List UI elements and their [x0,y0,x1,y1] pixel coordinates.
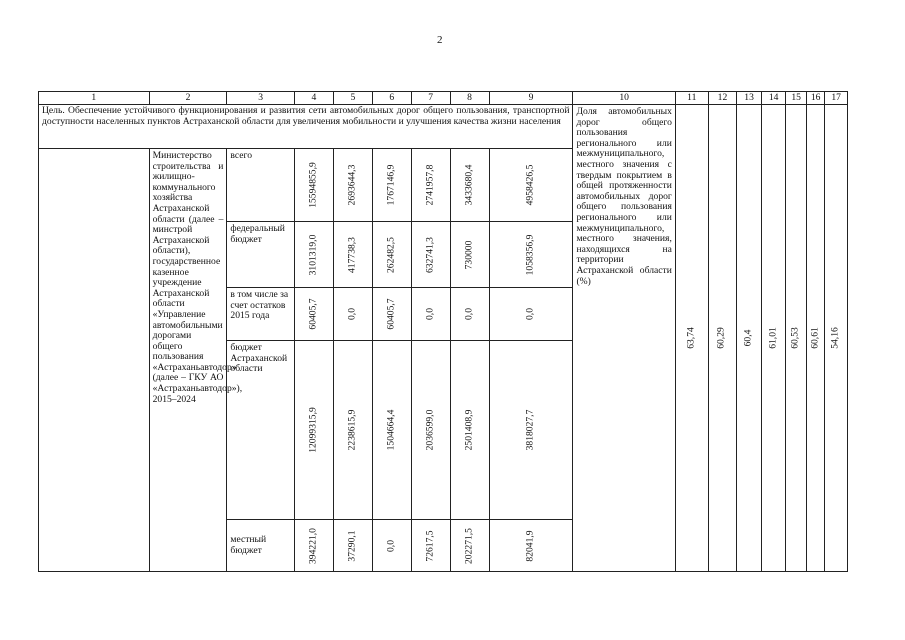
col-header-6: 6 [372,92,411,105]
funding-source: в том числе за счет остатков 2015 года [227,288,295,341]
amount-cell [411,520,450,572]
amount: 60405,7 [385,298,397,330]
amount: 2741957,8 [424,164,436,206]
column-number-row [39,92,848,105]
col-header-3: 3 [227,92,295,105]
amount-cell [489,341,573,520]
amount-cell [333,288,372,341]
amount-cell [294,149,333,222]
indicator-value-cell [806,105,824,572]
amount-cell [294,341,333,520]
amount: 0,0 [463,308,475,320]
col-header-8: 8 [450,92,489,105]
amount-cell [333,149,372,222]
amount-cell [372,341,411,520]
amount: 0,0 [524,308,536,320]
amount: 2238615,9 [346,409,358,451]
amount: 3818027,7 [524,409,536,451]
amount: 3433680,4 [463,164,475,206]
amount-cell [294,520,333,572]
amount: 632741,3 [424,236,436,273]
col-header-12: 12 [708,92,737,105]
amount: 37290,1 [346,529,358,562]
amount: 730000 [463,240,475,269]
indicator-value: 60,29 [716,327,728,349]
amount: 4958426,5 [524,164,536,206]
indicator-value: 54,16 [829,327,841,349]
indicator-value: 60,4 [742,329,754,347]
amount: 82041,9 [524,529,536,562]
amount-cell [411,341,450,520]
indicator-value-cell [786,105,806,572]
indicator-value: 63,74 [685,327,697,349]
amount: 0,0 [385,539,397,552]
amount-cell [294,288,333,341]
amount-cell [489,520,573,572]
empty-cell [39,149,150,572]
funding-source: местный бюджет [227,520,295,572]
col-header-14: 14 [761,92,786,105]
indicator-text: Доля автомобильных дорог общего пользования регионального или межмуниципального, местного значения с твердым покрытием в общей протяженности автомобильных дорог общего пользования регионального или межмуниципального, местного значения, находящихся на территории Астраханской области (%) [573,105,675,572]
col-header-1: 1 [39,92,150,105]
indicator-value: 60,61 [809,327,821,349]
amount-cell [372,520,411,572]
amount-cell [489,222,573,288]
indicator-value-cell [737,105,762,572]
amount: 0,0 [346,308,358,320]
indicator-value: 60,53 [789,327,801,349]
amount-cell [489,149,573,222]
col-header-13: 13 [737,92,762,105]
amount: 1504664,4 [385,409,397,451]
col-header-2: 2 [149,92,227,105]
indicator-value: 61,01 [767,327,779,349]
amount: 1058356,9 [524,234,536,275]
amount-cell [450,288,489,341]
executor-text: Министерство строительства и жилищно-коммунального хозяйства Астраханской области (далее – минстрой Астраханской области), государственное казенное учреждение Астраханской области «Управление автомобильными дорогами общего пользования «Астраханьавтодор» (далее – ГКУ АО «Астраханьавтодор»), 2015–2024 [149,149,227,572]
col-header-15: 15 [786,92,806,105]
page-number: 2 [437,34,443,46]
amount: 12099315,9 [307,407,319,453]
amount-cell [411,149,450,222]
amount: 15594855,9 [307,162,319,208]
col-header-17: 17 [825,92,848,105]
amount: 0,0 [424,308,436,320]
amount-cell [372,149,411,222]
amount-cell [411,222,450,288]
indicator-value-cell [825,105,848,572]
amount-cell [450,341,489,520]
amount-cell [450,149,489,222]
amount-cell [333,341,372,520]
col-header-4: 4 [294,92,333,105]
amount: 72617,5 [424,529,436,562]
col-header-9: 9 [489,92,573,105]
amount: 3101319,0 [307,234,319,275]
amount-cell [294,222,333,288]
amount-cell [411,288,450,341]
indicator-value-cell [675,105,708,572]
amount: 417738,3 [346,236,358,273]
amount-cell [372,288,411,341]
funding-source: бюджет Астраханской области [227,341,295,520]
amount-cell [489,288,573,341]
amount: 2036599,0 [424,409,436,451]
amount-cell [450,222,489,288]
col-header-16: 16 [806,92,824,105]
amount: 262482,5 [385,236,397,273]
amount: 60405,7 [307,298,319,330]
goal-text: Цель. Обеспечение устойчивого функционирования и развития сети автомобильных дорог общего пользования, транспортной доступности населенных пунктов Астраханской области для увеличения мобильности и улучшения качества жизни населения [39,105,573,149]
col-header-5: 5 [333,92,372,105]
funding-source: федеральный бюджет [227,222,295,288]
amount: 394221,0 [307,527,319,564]
col-header-10: 10 [573,92,675,105]
amount: 202271,5 [463,527,475,564]
funding-source: всего [227,149,295,222]
amount-cell [450,520,489,572]
amount: 2501408,9 [463,409,475,451]
indicator-value-cell [761,105,786,572]
amount: 1767146,9 [385,164,397,206]
amount: 2693644,3 [346,164,358,206]
col-header-7: 7 [411,92,450,105]
program-table [38,91,848,572]
col-header-11: 11 [675,92,708,105]
amount-cell [372,222,411,288]
amount-cell [333,222,372,288]
amount-cell [333,520,372,572]
indicator-value-cell [708,105,737,572]
